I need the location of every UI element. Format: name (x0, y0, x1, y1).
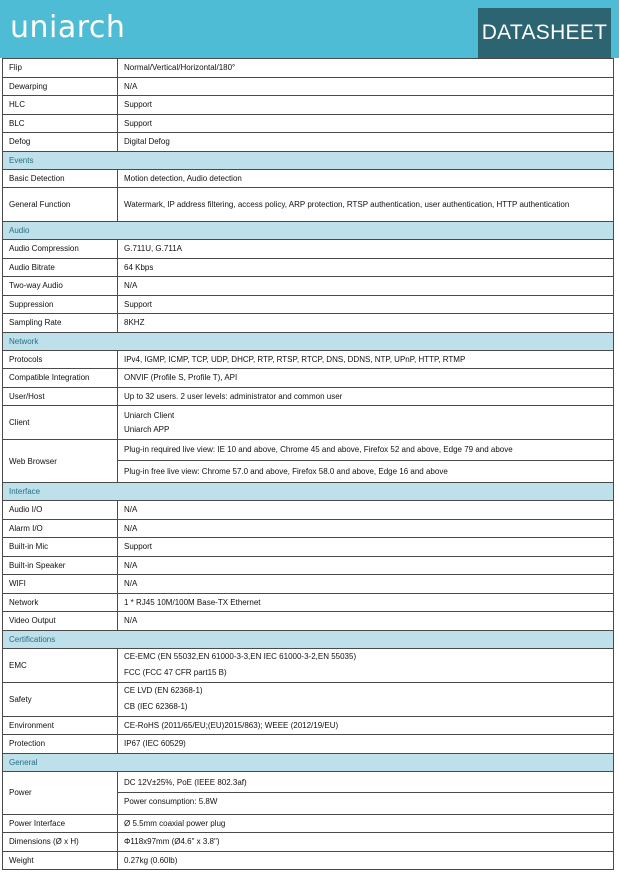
spec-value: Watermark, IP address filtering, access policy, ARP protection, RTSP authentication, user authentication, HTTP authentication (118, 188, 614, 222)
spec-value: 0.27kg (0.60lb) (118, 851, 614, 870)
spec-label: Network (3, 593, 118, 612)
spec-label: Built-in Speaker (3, 556, 118, 575)
spec-row-dimensions (3, 833, 614, 852)
spec-row-video-output (3, 612, 614, 631)
spec-label: Audio I/O (3, 501, 118, 520)
spec-value: N/A (118, 519, 614, 538)
spec-row-alarm-io (3, 519, 614, 538)
spec-value: Ø 5.5mm coaxial power plug (118, 814, 614, 833)
spec-row-hlc (3, 96, 614, 115)
spec-label: Defog (3, 133, 118, 152)
spec-label: Power Interface (3, 814, 118, 833)
spec-row-two-way-audio (3, 277, 614, 296)
spec-value: G.711U, G.711A (118, 240, 614, 259)
uniarch-logo: uniarch (10, 10, 126, 45)
spec-value: N/A (118, 556, 614, 575)
spec-value-line: CE LVD (EN 62368-1) (124, 686, 203, 695)
spec-label: Environment (3, 716, 118, 735)
spec-value: N/A (118, 612, 614, 631)
spec-value-line: Power consumption: 5.8W (124, 797, 218, 806)
spec-label: Built-in Mic (3, 538, 118, 557)
spec-value: Support (118, 114, 614, 133)
spec-label: Dimensions (Ø x H) (3, 833, 118, 852)
section-header-audio (3, 222, 614, 240)
spec-label: Power (3, 771, 118, 814)
spec-label: Protocols (3, 350, 118, 369)
spec-value: Motion detection, Audio detection (118, 169, 614, 188)
spec-row-web-browser (3, 440, 614, 483)
section-header-network (3, 332, 614, 350)
spec-label: BLC (3, 114, 118, 133)
spec-row-general-function (3, 188, 614, 222)
spec-row-power-interface (3, 814, 614, 833)
spec-value: Normal/Vertical/Horizontal/180° (118, 59, 614, 78)
spec-row-audio-compression (3, 240, 614, 259)
spec-row-emc (3, 648, 614, 682)
spec-label: Video Output (3, 612, 118, 631)
spec-value-line: Uniarch Client (124, 410, 175, 420)
section-title: Interface (3, 483, 614, 501)
spec-value-line: CB (IEC 62368-1) (124, 702, 188, 711)
spec-label: Flip (3, 59, 118, 78)
spec-value-line: Plug-in required live view: IE 10 and above, Chrome 45 and above, Firefox 52 and above, Edge 79 and above (124, 445, 513, 454)
spec-value: 8KHZ (118, 314, 614, 333)
spec-row-audio-bitrate (3, 258, 614, 277)
spec-row-sampling-rate (3, 314, 614, 333)
spec-row-safety (3, 682, 614, 716)
section-header-certifications (3, 630, 614, 648)
spec-value: N/A (118, 575, 614, 594)
spec-row-basic-detection (3, 169, 614, 188)
spec-value: N/A (118, 501, 614, 520)
spec-table (2, 58, 614, 870)
section-title: Audio (3, 222, 614, 240)
spec-label: Audio Bitrate (3, 258, 118, 277)
spec-label: Suppression (3, 295, 118, 314)
spec-value: Support (118, 96, 614, 115)
section-title: Events (3, 151, 614, 169)
spec-value: Digital Defog (118, 133, 614, 152)
spec-row-suppression (3, 295, 614, 314)
spec-value (118, 648, 614, 682)
spec-row-blc (3, 114, 614, 133)
spec-label: Safety (3, 682, 118, 716)
spec-row-protection (3, 735, 614, 754)
spec-value: ONVIF (Profile S, Profile T), API (118, 369, 614, 388)
spec-label: Compatible Integration (3, 369, 118, 388)
spec-value (118, 440, 614, 483)
spec-row-audio-io (3, 501, 614, 520)
spec-label: EMC (3, 648, 118, 682)
spec-label: Two-way Audio (3, 277, 118, 296)
spec-value: CE-RoHS (2011/65/EU;(EU)2015/863); WEEE (2012/19/EU) (118, 716, 614, 735)
spec-row-compatible-integration (3, 369, 614, 388)
spec-value (118, 406, 614, 440)
spec-value (118, 682, 614, 716)
spec-label: Weight (3, 851, 118, 870)
spec-value-line: DC 12V±25%, PoE (IEEE 802.3af) (124, 778, 247, 787)
spec-label: Sampling Rate (3, 314, 118, 333)
spec-value: 64 Kbps (118, 258, 614, 277)
spec-value-line: Plug-in free live view: Chrome 57.0 and above, Firefox 58.0 and above, Edge 16 and above (124, 467, 448, 476)
section-title: Network (3, 332, 614, 350)
datasheet-badge: DATASHEET (478, 8, 611, 58)
spec-value: Φ118x97mm (Ø4.6" x 3.8") (118, 833, 614, 852)
spec-label: Client (3, 406, 118, 440)
spec-label: User/Host (3, 387, 118, 406)
spec-label: General Function (3, 188, 118, 222)
spec-row-builtin-mic (3, 538, 614, 557)
spec-row-protocols (3, 350, 614, 369)
spec-row-dewarping (3, 77, 614, 96)
section-title: General (3, 753, 614, 771)
spec-label: WIFI (3, 575, 118, 594)
spec-value: N/A (118, 77, 614, 96)
spec-label: Web Browser (3, 440, 118, 483)
spec-row-weight (3, 851, 614, 870)
spec-value: Support (118, 295, 614, 314)
spec-value: IP67 (IEC 60529) (118, 735, 614, 754)
spec-row-builtin-speaker (3, 556, 614, 575)
spec-row-flip (3, 59, 614, 78)
spec-value (118, 771, 614, 814)
spec-row-user-host (3, 387, 614, 406)
spec-row-wifi (3, 575, 614, 594)
spec-value: Support (118, 538, 614, 557)
section-header-interface (3, 483, 614, 501)
spec-label: Protection (3, 735, 118, 754)
spec-row-environment (3, 716, 614, 735)
spec-value: IPv4, IGMP, ICMP, TCP, UDP, DHCP, RTP, RTSP, RTCP, DNS, DDNS, NTP, UPnP, HTTP, RTMP (118, 350, 614, 369)
spec-row-network-port (3, 593, 614, 612)
section-header-events (3, 151, 614, 169)
spec-row-defog (3, 133, 614, 152)
spec-value-line: CE-EMC (EN 55032,EN 61000-3-3,EN IEC 61000-3-2,EN 55035) (124, 652, 357, 661)
spec-value: 1 * RJ45 10M/100M Base-TX Ethernet (118, 593, 614, 612)
spec-value: N/A (118, 277, 614, 296)
section-header-general (3, 753, 614, 771)
spec-label: Basic Detection (3, 169, 118, 188)
section-title: Certifications (3, 630, 614, 648)
spec-row-power (3, 771, 614, 814)
spec-value-line: FCC (FCC 47 CFR part15 B) (124, 668, 227, 677)
spec-label: Audio Compression (3, 240, 118, 259)
spec-label: Dewarping (3, 77, 118, 96)
header-banner (0, 0, 619, 58)
spec-row-client (3, 406, 614, 440)
spec-label: Alarm I/O (3, 519, 118, 538)
spec-value-line: Uniarch APP (124, 424, 170, 434)
spec-value: Up to 32 users. 2 user levels: administrator and common user (118, 387, 614, 406)
spec-label: HLC (3, 96, 118, 115)
